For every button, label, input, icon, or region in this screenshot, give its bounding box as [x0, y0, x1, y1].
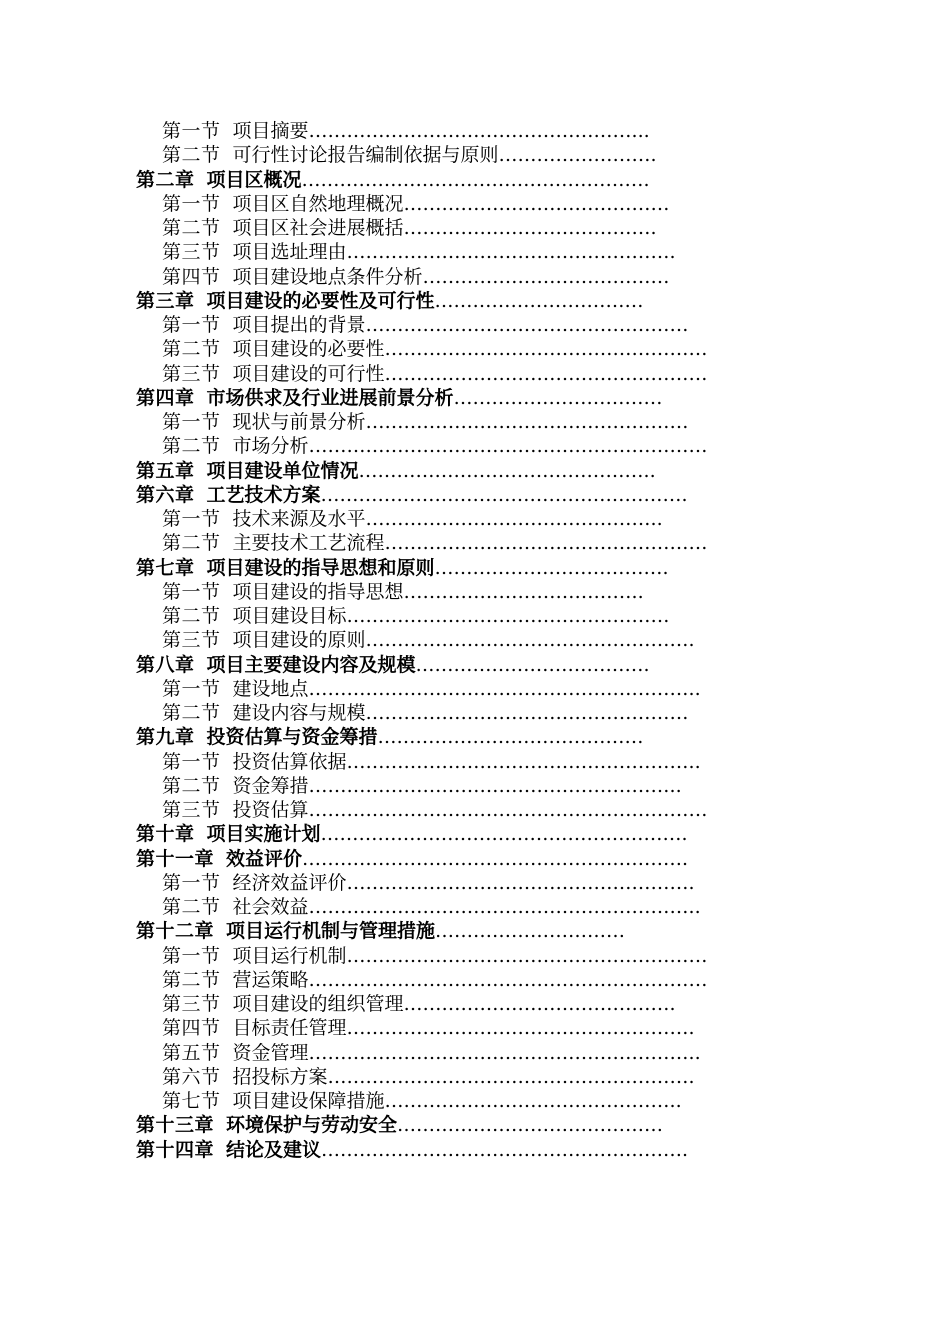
- section-number: 第二节: [162, 532, 221, 555]
- chapter-title: 结论及建议: [226, 1138, 322, 1161]
- section-title: 项目提出的背景: [232, 314, 366, 336]
- section-title: 项目建设的原则: [232, 629, 366, 652]
- section-title: 资金管理: [232, 1041, 309, 1064]
- chapter-title: 投资估算与资金筹措: [206, 726, 378, 749]
- toc-section-entry: [136, 774, 806, 798]
- toc-section-entry: [136, 968, 806, 992]
- dot-leader: …………………………………: [422, 265, 670, 288]
- section-number: 第二节: [162, 896, 221, 918]
- chapter-number: 第六章: [136, 483, 195, 506]
- dot-leader: …………………………: [435, 920, 626, 943]
- section-number: 第七节: [162, 1090, 221, 1112]
- section-title: 项目区自然地理概况: [232, 192, 404, 215]
- section-title: 经济效益评价: [232, 871, 347, 894]
- dot-leader: ………………………………..: [403, 580, 644, 603]
- toc-chapter-entry: [136, 919, 806, 943]
- section-number: 第一节: [162, 192, 221, 215]
- dot-leader: ………………………………………………..: [346, 750, 701, 773]
- section-number: 第四节: [162, 1017, 221, 1040]
- chapter-number: 第十四章: [136, 1138, 215, 1161]
- section-number: 第三节: [162, 362, 221, 385]
- chapter-title: 工艺技术方案: [206, 483, 321, 506]
- section-number: 第二节: [162, 605, 221, 627]
- toc-section-entry: [136, 992, 806, 1016]
- section-title: 主要技术工艺流程: [232, 532, 385, 555]
- section-title: 项目建设地点条件分析: [232, 265, 423, 288]
- toc-section-entry: [136, 944, 806, 968]
- toc-section-entry: [136, 410, 806, 434]
- dot-leader: ……………………………………………………..: [308, 896, 701, 918]
- section-number: 第一节: [162, 120, 221, 142]
- dot-leader: ………………………………………………………: [308, 799, 708, 821]
- toc-section-entry: [136, 192, 806, 216]
- toc-chapter-entry: [136, 289, 806, 313]
- section-title: 投资估算: [232, 799, 309, 821]
- section-number: 第一节: [162, 508, 221, 530]
- toc-section-entry: [136, 216, 806, 240]
- section-number: 第五节: [162, 1041, 221, 1064]
- chapter-title: 项目区概况: [206, 168, 302, 191]
- dot-leader: ……………………………………………….: [346, 871, 695, 894]
- toc-section-entry: [136, 531, 806, 555]
- toc-chapter-entry: [136, 847, 806, 871]
- toc-chapter-entry: [136, 483, 806, 507]
- section-number: 第二节: [162, 968, 221, 991]
- chapter-title: 项目主要建设内容及规模: [206, 653, 416, 676]
- chapter-number: 第十三章: [136, 1114, 215, 1137]
- toc-section-entry: [136, 1016, 806, 1040]
- dot-leader: ………………………………………………….: [321, 1138, 689, 1161]
- section-title: 项目区社会进展概括: [232, 217, 404, 239]
- dot-leader: ……………………………………………...: [308, 120, 650, 142]
- dot-leader: …………………………………….: [403, 993, 676, 1015]
- chapter-title: 效益评价: [226, 847, 303, 870]
- dot-leader: ………………………………………………….: [320, 483, 688, 506]
- toc-section-entry: [136, 798, 806, 822]
- chapter-title: 项目建设的必要性及可行性: [206, 289, 435, 312]
- toc-chapter-entry: [136, 556, 806, 580]
- dot-leader: ……………………………………………….: [346, 1017, 695, 1040]
- section-title: 建设地点: [232, 677, 309, 700]
- section-title: 项目建设的必要性: [232, 338, 385, 361]
- chapter-title: 项目运行机制与管理措施: [226, 920, 436, 943]
- dot-leader: ………………………………………..: [384, 1090, 682, 1112]
- chapter-number: 第十章: [136, 823, 195, 846]
- section-title: 可行性讨论报告编制依据与原则: [232, 144, 499, 167]
- dot-leader: ………………………………………..: [358, 459, 656, 482]
- toc-section-entry: [136, 580, 806, 604]
- toc-section-entry: [136, 265, 806, 289]
- toc-chapter-entry: [136, 168, 806, 192]
- section-number: 第一节: [162, 871, 221, 894]
- chapter-number: 第三章: [136, 289, 195, 312]
- toc-chapter-entry: [136, 653, 806, 677]
- dot-leader: ……………………………………………: [365, 314, 689, 336]
- section-title: 社会效益: [232, 896, 309, 918]
- section-number: 第一节: [162, 750, 221, 773]
- toc-section-entry: [136, 750, 806, 774]
- dot-leader: ……………………………………………: [384, 362, 708, 385]
- dot-leader: …………………………………………….: [365, 629, 695, 652]
- chapter-title: 项目建设的指导思想和原则: [206, 556, 435, 579]
- dot-leader: ……………………………: [453, 386, 663, 409]
- dot-leader: ………………………………………………………: [308, 435, 708, 458]
- section-number: 第二节: [162, 338, 221, 361]
- dot-leader: ………………………………….: [403, 217, 657, 239]
- chapter-number: 第七章: [136, 556, 195, 579]
- section-number: 第一节: [162, 314, 221, 336]
- dot-leader: ………………………………………………….: [320, 823, 688, 846]
- section-title: 项目建设的指导思想: [232, 580, 404, 603]
- dot-leader: ……………………………………: [403, 192, 670, 215]
- dot-leader: ……………………………………………: [365, 702, 689, 724]
- section-number: 第一节: [162, 677, 221, 700]
- section-number: 第二节: [162, 774, 221, 797]
- section-title: 投资估算依据: [232, 750, 347, 773]
- toc-section-entry: [136, 507, 806, 531]
- dot-leader: ………………………………………..: [365, 508, 663, 530]
- section-number: 第一节: [162, 944, 221, 967]
- toc-section-entry: [136, 677, 806, 701]
- toc-section-entry: [136, 337, 806, 361]
- section-number: 第二节: [162, 217, 221, 239]
- dot-leader: ……………………………………: [397, 1114, 664, 1137]
- section-title: 项目选址理由: [232, 241, 347, 264]
- section-title: 现状与前景分析: [232, 411, 366, 433]
- section-title: 项目建设目标: [232, 605, 347, 627]
- chapter-number: 第八章: [136, 653, 195, 676]
- toc-section-entry: [136, 628, 806, 652]
- toc-section-entry: [136, 1041, 806, 1065]
- toc-section-entry: [136, 119, 806, 143]
- dot-leader: ……………………………: [434, 289, 644, 312]
- section-title: 资金筹措: [232, 774, 309, 797]
- section-title: 目标责任管理: [232, 1017, 347, 1040]
- toc-chapter-entry: [136, 1138, 806, 1162]
- section-number: 第二节: [162, 702, 221, 724]
- section-number: 第三节: [162, 241, 221, 264]
- section-title: 建设内容与规模: [232, 702, 366, 724]
- dot-leader: ……………………………………………………..: [308, 677, 701, 700]
- toc-chapter-entry: [136, 1113, 806, 1137]
- toc-section-entry: [136, 871, 806, 895]
- section-number: 第三节: [162, 799, 221, 821]
- dot-leader: …………………………………………………….: [302, 847, 689, 870]
- dot-leader: ……………………………….: [434, 556, 669, 579]
- chapter-title: 项目实施计划: [206, 823, 321, 846]
- toc-section-entry: [136, 240, 806, 264]
- toc-section-entry: [136, 701, 806, 725]
- section-title: 营运策略: [232, 968, 309, 991]
- section-number: 第二节: [162, 144, 221, 167]
- table-of-contents: [136, 119, 806, 1162]
- section-title: 项目建设保障措施: [232, 1090, 385, 1112]
- dot-leader: …………………………………………………..: [308, 774, 682, 797]
- chapter-number: 第十二章: [136, 920, 215, 943]
- chapter-title: 环境保护与劳动安全: [226, 1114, 398, 1137]
- toc-section-entry: [136, 604, 806, 628]
- toc-section-entry: [136, 434, 806, 458]
- toc-section-entry: [136, 1065, 806, 1089]
- section-number: 第三节: [162, 629, 221, 652]
- section-number: 第一节: [162, 580, 221, 603]
- chapter-number: 第五章: [136, 459, 195, 482]
- dot-leader: ……………………………………………….: [301, 168, 650, 191]
- section-title: 技术来源及水平: [232, 508, 366, 530]
- dot-leader: ………………………………………………………: [308, 968, 708, 991]
- section-title: 市场分析: [232, 435, 309, 458]
- dot-leader: ……………………………….: [415, 653, 650, 676]
- dot-leader: …………………………………………….: [346, 241, 676, 264]
- section-title: 招投标方案: [232, 1065, 328, 1088]
- toc-chapter-entry: [136, 386, 806, 410]
- chapter-number: 第十一章: [136, 847, 215, 870]
- chapter-title: 项目建设单位情况: [206, 459, 359, 482]
- toc-section-entry: [136, 362, 806, 386]
- section-number: 第四节: [162, 265, 221, 288]
- toc-chapter-entry: [136, 459, 806, 483]
- toc-section-entry: [136, 895, 806, 919]
- section-title: 项目建设的可行性: [232, 362, 385, 385]
- section-title: 项目摘要: [232, 120, 309, 142]
- section-title: 项目运行机制: [232, 944, 347, 967]
- toc-chapter-entry: [136, 822, 806, 846]
- dot-leader: ……………………………………………: [346, 605, 670, 627]
- chapter-number: 第九章: [136, 726, 195, 749]
- chapter-number: 第四章: [136, 386, 195, 409]
- section-number: 第二节: [162, 435, 221, 458]
- dot-leader: ……………………………………………: [365, 411, 689, 433]
- dot-leader: ……………………………………………………..: [308, 1041, 701, 1064]
- section-number: 第六节: [162, 1065, 221, 1088]
- dot-leader: ……………………………………………: [384, 532, 708, 555]
- section-number: 第一节: [162, 411, 221, 433]
- section-title: 项目建设的组织管理: [232, 993, 404, 1015]
- dot-leader: …………………….: [498, 144, 657, 167]
- toc-section-entry: [136, 143, 806, 167]
- toc-section-entry: [136, 1089, 806, 1113]
- dot-leader: ……………………………………………: [384, 338, 708, 361]
- dot-leader: ……………………………………: [377, 726, 644, 749]
- toc-section-entry: [136, 313, 806, 337]
- section-number: 第三节: [162, 993, 221, 1015]
- dot-leader: ………………………………………………….: [327, 1065, 695, 1088]
- chapter-title: 市场供求及行业进展前景分析: [206, 386, 454, 409]
- dot-leader: …………………………………………………: [346, 944, 708, 967]
- chapter-number: 第二章: [136, 168, 195, 191]
- toc-chapter-entry: [136, 725, 806, 749]
